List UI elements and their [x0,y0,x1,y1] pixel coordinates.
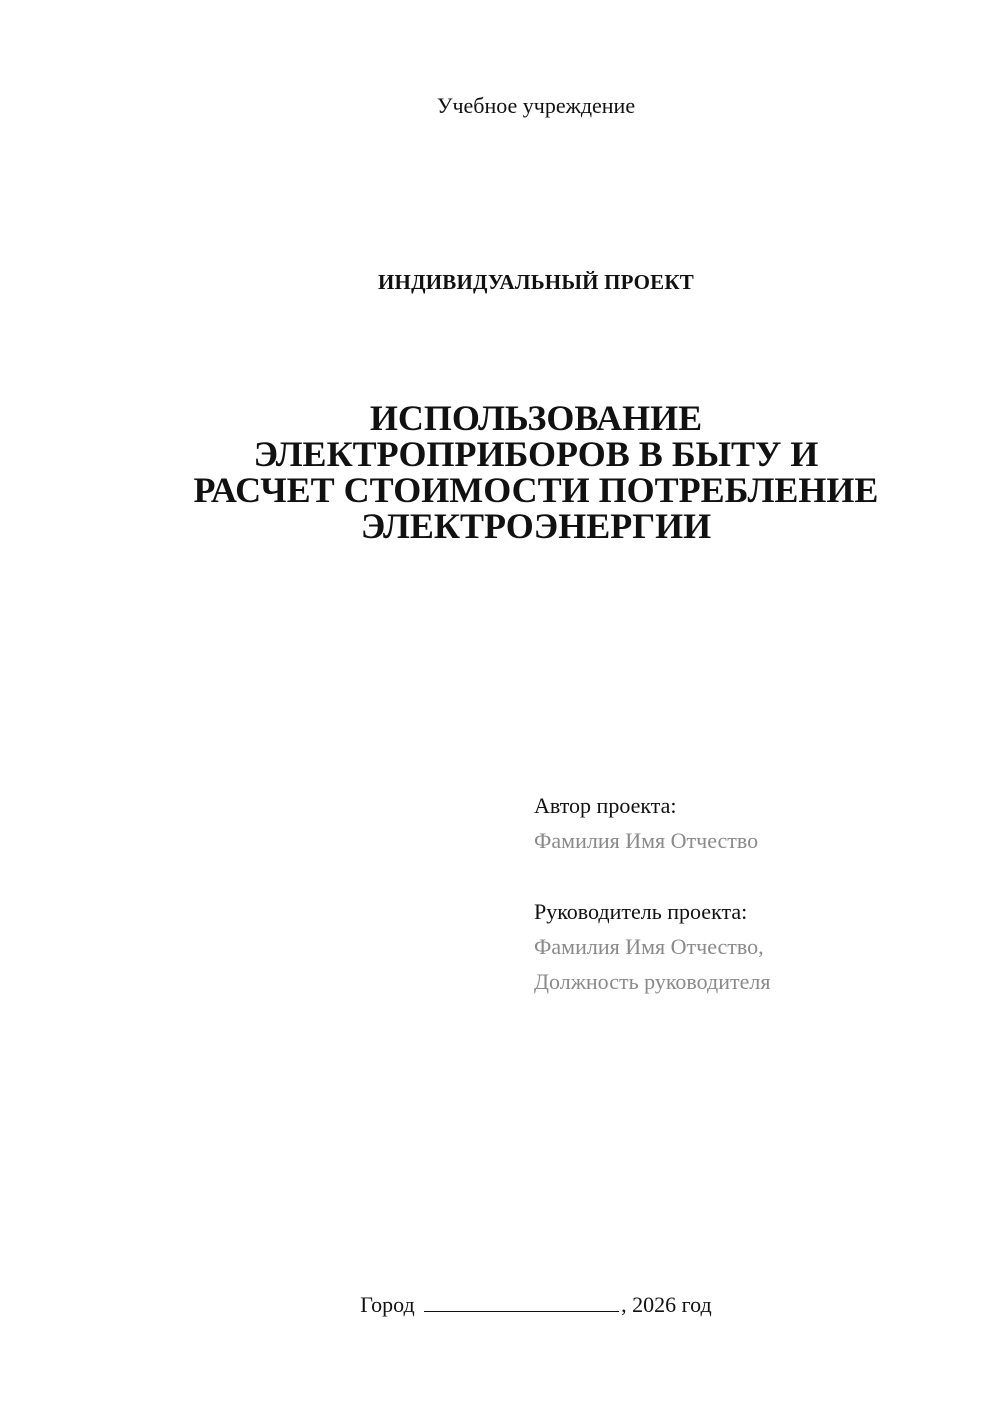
supervisor-position: Должность руководителя [534,969,771,994]
project-title-line: РАСЧЕТ СТОИМОСТИ ПОТРЕБЛЕНИЕ [193,470,879,510]
author-label: Автор проекта: [534,793,677,818]
supervisor-name: Фамилия Имя Отчество, [534,934,764,959]
city-blank-line [424,1291,619,1312]
project-title-line: ЭЛЕКТРОПРИБОРОВ В БЫТУ И [253,434,819,474]
city-label: Город [360,1292,415,1317]
city-year-line [72,1290,1000,1320]
project-title-line: ИСПОЛЬЗОВАНИЕ [369,398,703,438]
project-type-heading: ИНДИВИДУАЛЬНЫЙ ПРОЕКТ [378,270,694,294]
year-text: , 2026 год [621,1292,712,1317]
supervisor-label: Руководитель проекта: [534,899,748,924]
project-credits [534,788,974,999]
institution-name: Учебное учреждение [436,93,636,118]
project-title-line: ЭЛЕКТРОЭНЕРГИИ [360,506,712,546]
credits-spacer [534,858,974,894]
project-title [72,400,1000,544]
author-name: Фамилия Имя Отчество [534,828,759,853]
